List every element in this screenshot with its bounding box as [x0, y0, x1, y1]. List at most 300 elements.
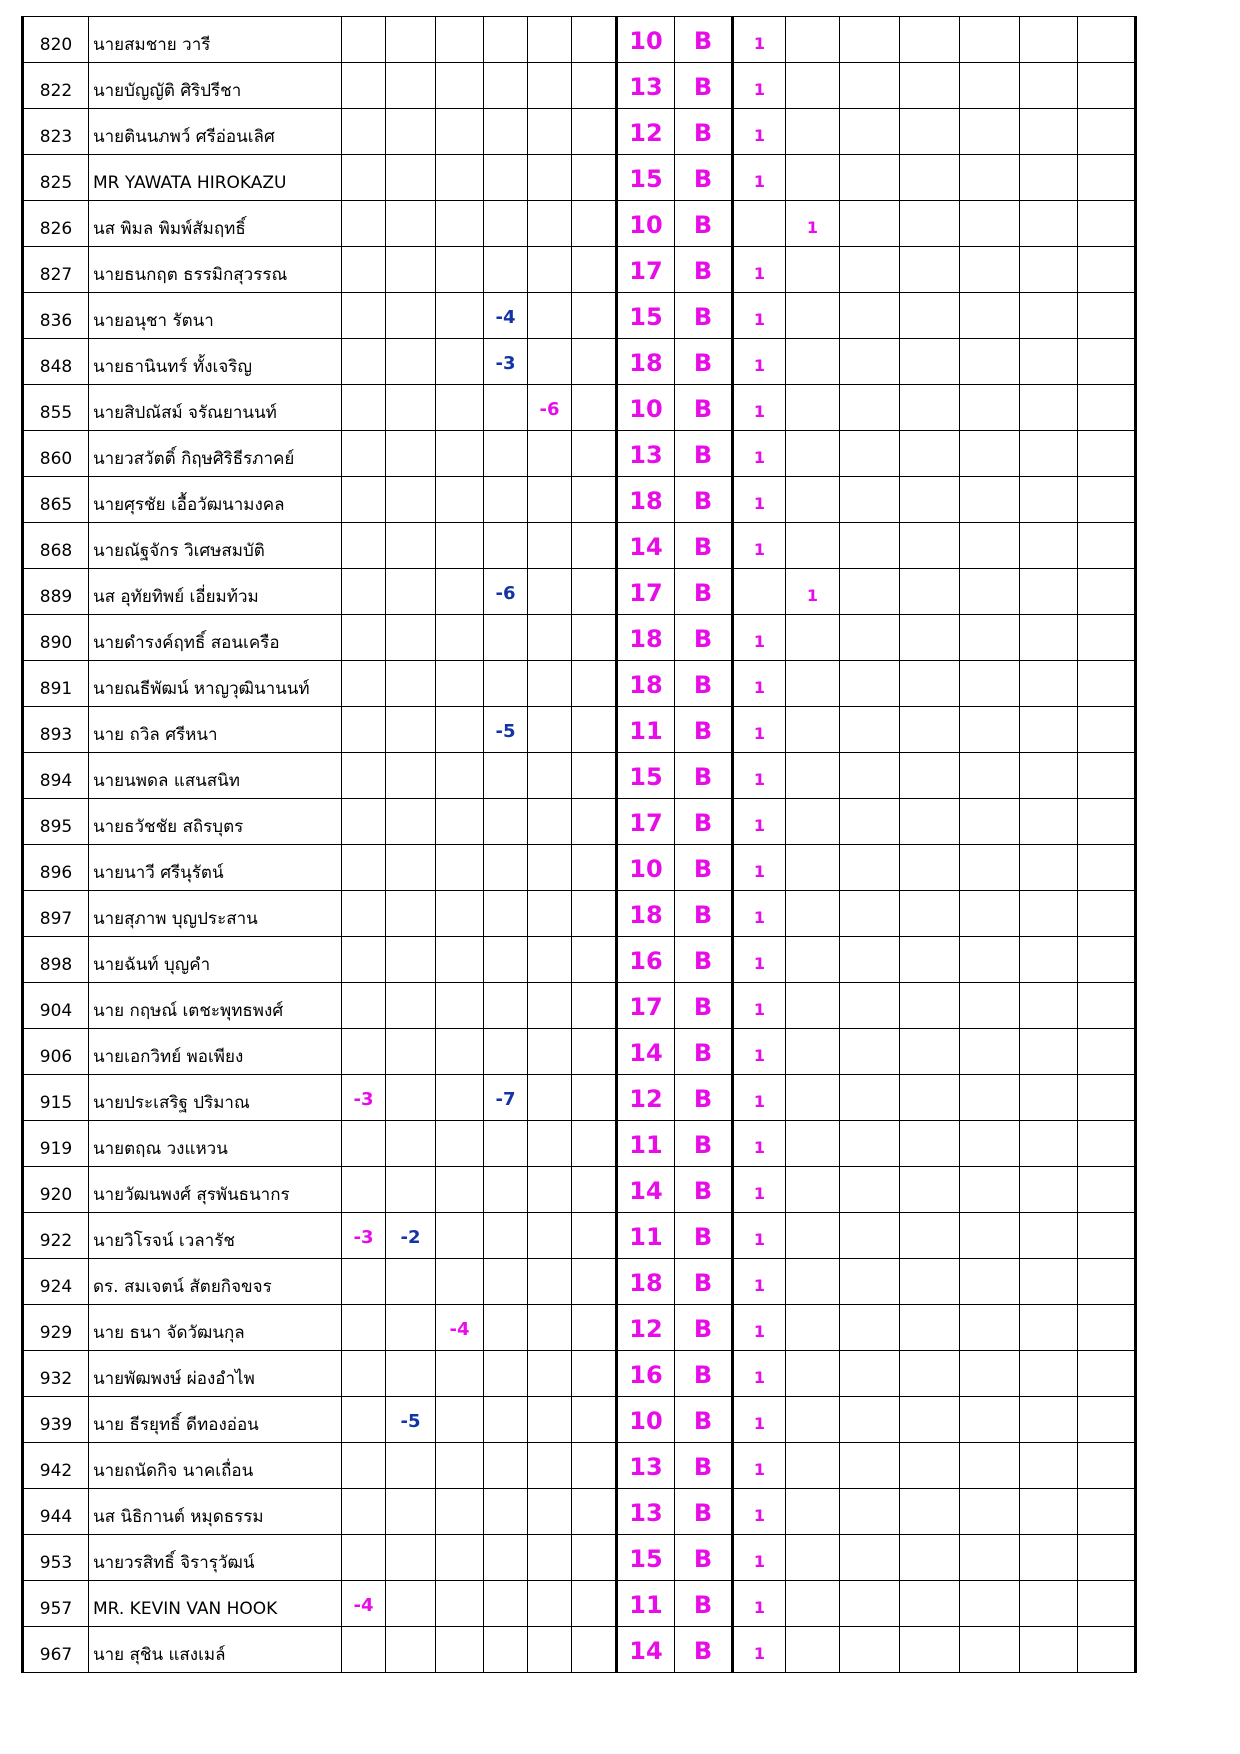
adjustment-cell: -3	[342, 1075, 386, 1121]
adjustment-cell	[436, 1075, 484, 1121]
grade-cell: B	[675, 201, 733, 247]
adjustment-cell	[436, 155, 484, 201]
adjustment-cell	[572, 109, 617, 155]
adjustment-cell	[572, 1121, 617, 1167]
score-cell: 11	[617, 1121, 675, 1167]
member-number: 967	[23, 1627, 89, 1673]
blank-cell	[1020, 63, 1078, 109]
adjustment-cell	[484, 891, 528, 937]
adjustment-cell	[342, 753, 386, 799]
blank-cell	[1020, 1305, 1078, 1351]
adjustment-cell	[386, 707, 436, 753]
blank-cell	[1078, 477, 1136, 523]
grade-cell: B	[675, 891, 733, 937]
member-number: 891	[23, 661, 89, 707]
adjustment-cell	[342, 63, 386, 109]
blank-cell	[1020, 707, 1078, 753]
blank-cell	[840, 431, 900, 477]
grade-cell: B	[675, 293, 733, 339]
table-row	[23, 1581, 1136, 1627]
member-name: นายนาวี ศรีนุรัตน์	[89, 845, 342, 891]
blank-cell	[1020, 477, 1078, 523]
grade-cell: B	[675, 1121, 733, 1167]
blank-cell	[1078, 155, 1136, 201]
blank-cell	[960, 201, 1020, 247]
member-name: นายสิปณัสม์ จรัณยานนท์	[89, 385, 342, 431]
grade-cell: B	[675, 569, 733, 615]
member-number: 922	[23, 1213, 89, 1259]
member-number: 865	[23, 477, 89, 523]
adjustment-cell	[436, 1397, 484, 1443]
adjustment-cell	[436, 799, 484, 845]
adjustment-cell	[484, 477, 528, 523]
blank-cell	[1020, 201, 1078, 247]
adjustment-cell	[342, 201, 386, 247]
adjustment-cell	[436, 109, 484, 155]
adjustment-cell	[436, 1581, 484, 1627]
grade-cell: B	[675, 155, 733, 201]
blank-cell	[1078, 17, 1136, 63]
blank-cell	[960, 1581, 1020, 1627]
adjustment-cell	[572, 1535, 617, 1581]
table-row	[23, 17, 1136, 63]
adjustment-cell	[386, 385, 436, 431]
flag-cell-2	[786, 63, 840, 109]
adjustment-cell	[572, 937, 617, 983]
blank-cell	[1078, 1535, 1136, 1581]
adjustment-cell	[528, 615, 572, 661]
grade-cell: B	[675, 753, 733, 799]
member-number: 860	[23, 431, 89, 477]
blank-cell	[1020, 293, 1078, 339]
adjustment-cell	[484, 1121, 528, 1167]
adjustment-cell	[572, 1397, 617, 1443]
member-name: นายอนุชา รัตนา	[89, 293, 342, 339]
table-row	[23, 1029, 1136, 1075]
blank-cell	[1078, 109, 1136, 155]
flag-cell-2	[786, 1121, 840, 1167]
blank-cell	[900, 63, 960, 109]
member-name: นส อุทัยทิพย์ เอี่ยมท้วม	[89, 569, 342, 615]
adjustment-cell	[386, 615, 436, 661]
grade-cell: B	[675, 983, 733, 1029]
score-cell: 15	[617, 155, 675, 201]
flag-cell-1: 1	[733, 523, 786, 569]
member-name: นายนพดล แสนสนิท	[89, 753, 342, 799]
member-name: นายธวัชชัย สถิรบุตร	[89, 799, 342, 845]
score-cell: 10	[617, 1397, 675, 1443]
blank-cell	[900, 109, 960, 155]
table-row	[23, 339, 1136, 385]
flag-cell-2	[786, 615, 840, 661]
blank-cell	[1078, 63, 1136, 109]
flag-cell-2	[786, 1305, 840, 1351]
adjustment-cell	[572, 1029, 617, 1075]
adjustment-cell	[528, 431, 572, 477]
blank-cell	[1020, 1535, 1078, 1581]
blank-cell	[900, 845, 960, 891]
score-cell: 12	[617, 109, 675, 155]
blank-cell	[960, 523, 1020, 569]
blank-cell	[1078, 983, 1136, 1029]
member-name: นายศุรชัย เอื้อวัฒนามงคล	[89, 477, 342, 523]
adjustment-cell	[572, 63, 617, 109]
grade-cell: B	[675, 661, 733, 707]
blank-cell	[1078, 201, 1136, 247]
blank-cell	[840, 753, 900, 799]
blank-cell	[960, 1259, 1020, 1305]
adjustment-cell	[484, 799, 528, 845]
adjustment-cell	[572, 1213, 617, 1259]
adjustment-cell	[572, 1627, 617, 1673]
member-number: 897	[23, 891, 89, 937]
adjustment-cell	[436, 1213, 484, 1259]
blank-cell	[1078, 661, 1136, 707]
blank-cell	[960, 155, 1020, 201]
blank-cell	[960, 431, 1020, 477]
adjustment-cell	[386, 799, 436, 845]
member-number: 868	[23, 523, 89, 569]
grade-cell: B	[675, 1167, 733, 1213]
flag-cell-1: 1	[733, 1167, 786, 1213]
flag-cell-1: 1	[733, 339, 786, 385]
member-name: นส นิธิกานต์ หมุดธรรม	[89, 1489, 342, 1535]
blank-cell	[1078, 615, 1136, 661]
member-name: นายธานินทร์ ทั้งเจริญ	[89, 339, 342, 385]
table-row	[23, 1397, 1136, 1443]
adjustment-cell	[436, 477, 484, 523]
adjustment-cell	[436, 1029, 484, 1075]
member-number: 848	[23, 339, 89, 385]
flag-cell-2	[786, 1351, 840, 1397]
member-name: นายณธีพัฒน์ หาญวุฒินานนท์	[89, 661, 342, 707]
blank-cell	[840, 155, 900, 201]
table-row	[23, 63, 1136, 109]
flag-cell-1: 1	[733, 1581, 786, 1627]
flag-cell-2	[786, 1167, 840, 1213]
member-number: 915	[23, 1075, 89, 1121]
blank-cell	[900, 1397, 960, 1443]
flag-cell-2	[786, 247, 840, 293]
flag-cell-1: 1	[733, 707, 786, 753]
blank-cell	[1020, 1581, 1078, 1627]
adjustment-cell: -4	[484, 293, 528, 339]
grade-cell: B	[675, 1581, 733, 1627]
blank-cell	[900, 1627, 960, 1673]
adjustment-cell	[436, 661, 484, 707]
adjustment-cell	[342, 661, 386, 707]
blank-cell	[960, 339, 1020, 385]
adjustment-cell	[386, 339, 436, 385]
member-name: นายดำรงค์ฤทธิ์ สอนเครือ	[89, 615, 342, 661]
flag-cell-2	[786, 1489, 840, 1535]
member-number: 953	[23, 1535, 89, 1581]
blank-cell	[960, 1489, 1020, 1535]
member-name: นาย ธนา จัดวัฒนกุล	[89, 1305, 342, 1351]
grade-cell: B	[675, 707, 733, 753]
adjustment-cell	[436, 293, 484, 339]
table-row	[23, 293, 1136, 339]
blank-cell	[900, 1213, 960, 1259]
blank-cell	[840, 1121, 900, 1167]
flag-cell-2	[786, 477, 840, 523]
blank-cell	[960, 1397, 1020, 1443]
blank-cell	[840, 1535, 900, 1581]
flag-cell-1: 1	[733, 17, 786, 63]
adjustment-cell	[436, 523, 484, 569]
blank-cell	[1020, 523, 1078, 569]
score-cell: 18	[617, 615, 675, 661]
adjustment-cell	[484, 431, 528, 477]
adjustment-cell	[484, 1397, 528, 1443]
flag-cell-2	[786, 293, 840, 339]
blank-cell	[840, 1581, 900, 1627]
table-row	[23, 431, 1136, 477]
blank-cell	[840, 615, 900, 661]
flag-cell-2	[786, 845, 840, 891]
blank-cell	[840, 1029, 900, 1075]
member-number: 919	[23, 1121, 89, 1167]
member-number: 894	[23, 753, 89, 799]
blank-cell	[1078, 1121, 1136, 1167]
adjustment-cell	[386, 1535, 436, 1581]
score-cell: 16	[617, 937, 675, 983]
flag-cell-2	[786, 385, 840, 431]
member-name: นายวสวัตติ์ กิฤษศิริธีรภาคย์	[89, 431, 342, 477]
table-row	[23, 845, 1136, 891]
table-row	[23, 1443, 1136, 1489]
flag-cell-1: 1	[733, 109, 786, 155]
flag-cell-1	[733, 201, 786, 247]
blank-cell	[900, 1259, 960, 1305]
adjustment-cell: -6	[528, 385, 572, 431]
score-cell: 10	[617, 201, 675, 247]
blank-cell	[900, 799, 960, 845]
blank-cell	[900, 385, 960, 431]
adjustment-cell	[342, 707, 386, 753]
adjustment-cell	[484, 1627, 528, 1673]
blank-cell	[900, 661, 960, 707]
blank-cell	[900, 1489, 960, 1535]
adjustment-cell	[484, 937, 528, 983]
score-cell: 11	[617, 1581, 675, 1627]
adjustment-cell	[572, 477, 617, 523]
adjustment-cell	[386, 1121, 436, 1167]
grade-cell: B	[675, 17, 733, 63]
adjustment-cell	[528, 891, 572, 937]
adjustment-cell	[572, 155, 617, 201]
score-cell: 13	[617, 1443, 675, 1489]
adjustment-cell	[484, 247, 528, 293]
grade-cell: B	[675, 1213, 733, 1259]
adjustment-cell	[572, 799, 617, 845]
adjustment-cell	[386, 891, 436, 937]
blank-cell	[900, 477, 960, 523]
blank-cell	[840, 109, 900, 155]
flag-cell-1: 1	[733, 63, 786, 109]
blank-cell	[1078, 1489, 1136, 1535]
adjustment-cell	[572, 385, 617, 431]
grade-cell: B	[675, 1029, 733, 1075]
adjustment-cell	[572, 661, 617, 707]
adjustment-cell	[436, 753, 484, 799]
blank-cell	[840, 201, 900, 247]
blank-cell	[900, 1029, 960, 1075]
blank-cell	[1078, 1075, 1136, 1121]
blank-cell	[1020, 1489, 1078, 1535]
score-cell: 10	[617, 17, 675, 63]
adjustment-cell	[436, 247, 484, 293]
blank-cell	[960, 1167, 1020, 1213]
blank-cell	[1020, 155, 1078, 201]
adjustment-cell: -2	[386, 1213, 436, 1259]
adjustment-cell	[572, 1489, 617, 1535]
adjustment-cell	[342, 1259, 386, 1305]
adjustment-cell	[342, 1351, 386, 1397]
member-name: นายตินนภพว์ ศรีอ่อนเลิศ	[89, 109, 342, 155]
adjustment-cell	[572, 983, 617, 1029]
table-row	[23, 155, 1136, 201]
flag-cell-2	[786, 17, 840, 63]
adjustment-cell: -4	[342, 1581, 386, 1627]
adjustment-cell	[386, 155, 436, 201]
blank-cell	[1020, 845, 1078, 891]
member-name: นายตฤณ วงแหวน	[89, 1121, 342, 1167]
member-number: 896	[23, 845, 89, 891]
blank-cell	[1078, 569, 1136, 615]
blank-cell	[1078, 1259, 1136, 1305]
score-cell: 11	[617, 1213, 675, 1259]
adjustment-cell	[528, 1259, 572, 1305]
member-name: MR YAWATA HIROKAZU	[89, 155, 342, 201]
blank-cell	[900, 937, 960, 983]
flag-cell-2	[786, 1075, 840, 1121]
member-number: 944	[23, 1489, 89, 1535]
blank-cell	[900, 707, 960, 753]
blank-cell	[1078, 1213, 1136, 1259]
grade-cell: B	[675, 1075, 733, 1121]
adjustment-cell	[528, 17, 572, 63]
adjustment-cell	[484, 1581, 528, 1627]
member-number: 939	[23, 1397, 89, 1443]
adjustment-cell: -4	[436, 1305, 484, 1351]
blank-cell	[840, 339, 900, 385]
blank-cell	[1020, 1627, 1078, 1673]
adjustment-cell	[528, 293, 572, 339]
blank-cell	[1078, 1167, 1136, 1213]
grade-cell: B	[675, 1627, 733, 1673]
adjustment-cell	[386, 661, 436, 707]
adjustment-cell	[484, 109, 528, 155]
adjustment-cell	[572, 753, 617, 799]
adjustment-cell	[342, 293, 386, 339]
adjustment-cell	[386, 753, 436, 799]
flag-cell-2	[786, 1627, 840, 1673]
table-row	[23, 1489, 1136, 1535]
member-name: นาย สุชิน แสงเมล์	[89, 1627, 342, 1673]
adjustment-cell	[386, 1443, 436, 1489]
adjustment-cell	[528, 109, 572, 155]
blank-cell	[900, 1075, 960, 1121]
adjustment-cell	[484, 1213, 528, 1259]
blank-cell	[1020, 1029, 1078, 1075]
adjustment-cell	[484, 17, 528, 63]
adjustment-cell	[436, 1443, 484, 1489]
adjustment-cell	[528, 1075, 572, 1121]
adjustment-cell	[528, 201, 572, 247]
score-cell: 10	[617, 385, 675, 431]
blank-cell	[1020, 937, 1078, 983]
blank-cell	[1078, 385, 1136, 431]
adjustment-cell	[528, 937, 572, 983]
adjustment-cell	[572, 523, 617, 569]
adjustment-cell: -3	[342, 1213, 386, 1259]
table-body	[23, 17, 1136, 1673]
flag-cell-2	[786, 1581, 840, 1627]
blank-cell	[960, 1535, 1020, 1581]
adjustment-cell	[528, 753, 572, 799]
blank-cell	[900, 1443, 960, 1489]
blank-cell	[900, 293, 960, 339]
adjustment-cell	[436, 1351, 484, 1397]
score-cell: 18	[617, 1259, 675, 1305]
blank-cell	[900, 1581, 960, 1627]
grade-cell: B	[675, 845, 733, 891]
flag-cell-1: 1	[733, 1029, 786, 1075]
adjustment-cell	[436, 385, 484, 431]
blank-cell	[840, 1075, 900, 1121]
blank-cell	[900, 1167, 960, 1213]
flag-cell-1: 1	[733, 1121, 786, 1167]
blank-cell	[840, 1627, 900, 1673]
adjustment-cell	[572, 201, 617, 247]
adjustment-cell	[528, 1489, 572, 1535]
member-number: 822	[23, 63, 89, 109]
adjustment-cell	[528, 155, 572, 201]
blank-cell	[1020, 1259, 1078, 1305]
blank-cell	[900, 247, 960, 293]
adjustment-cell	[436, 615, 484, 661]
score-cell: 17	[617, 799, 675, 845]
adjustment-cell	[342, 17, 386, 63]
blank-cell	[840, 707, 900, 753]
blank-cell	[1078, 799, 1136, 845]
adjustment-cell	[528, 1397, 572, 1443]
member-name: นาย ธีรยุทธิ์ ดีทองอ่อน	[89, 1397, 342, 1443]
adjustment-cell	[528, 1351, 572, 1397]
member-name: นาย กฤษณ์ เตชะพุทธพงศ์	[89, 983, 342, 1029]
flag-cell-2	[786, 339, 840, 385]
adjustment-cell	[572, 1443, 617, 1489]
adjustment-cell	[484, 615, 528, 661]
adjustment-cell	[528, 63, 572, 109]
adjustment-cell	[386, 1075, 436, 1121]
blank-cell	[840, 1305, 900, 1351]
flag-cell-1: 1	[733, 1075, 786, 1121]
adjustment-cell	[528, 707, 572, 753]
blank-cell	[840, 1167, 900, 1213]
blank-cell	[1078, 1351, 1136, 1397]
blank-cell	[960, 109, 1020, 155]
adjustment-cell: -5	[386, 1397, 436, 1443]
member-name: นายธนกฤต ธรรมิกสุวรรณ	[89, 247, 342, 293]
blank-cell	[1078, 707, 1136, 753]
adjustment-cell	[484, 1351, 528, 1397]
blank-cell	[960, 1029, 1020, 1075]
table-row	[23, 477, 1136, 523]
grade-cell: B	[675, 1351, 733, 1397]
flag-cell-2	[786, 707, 840, 753]
